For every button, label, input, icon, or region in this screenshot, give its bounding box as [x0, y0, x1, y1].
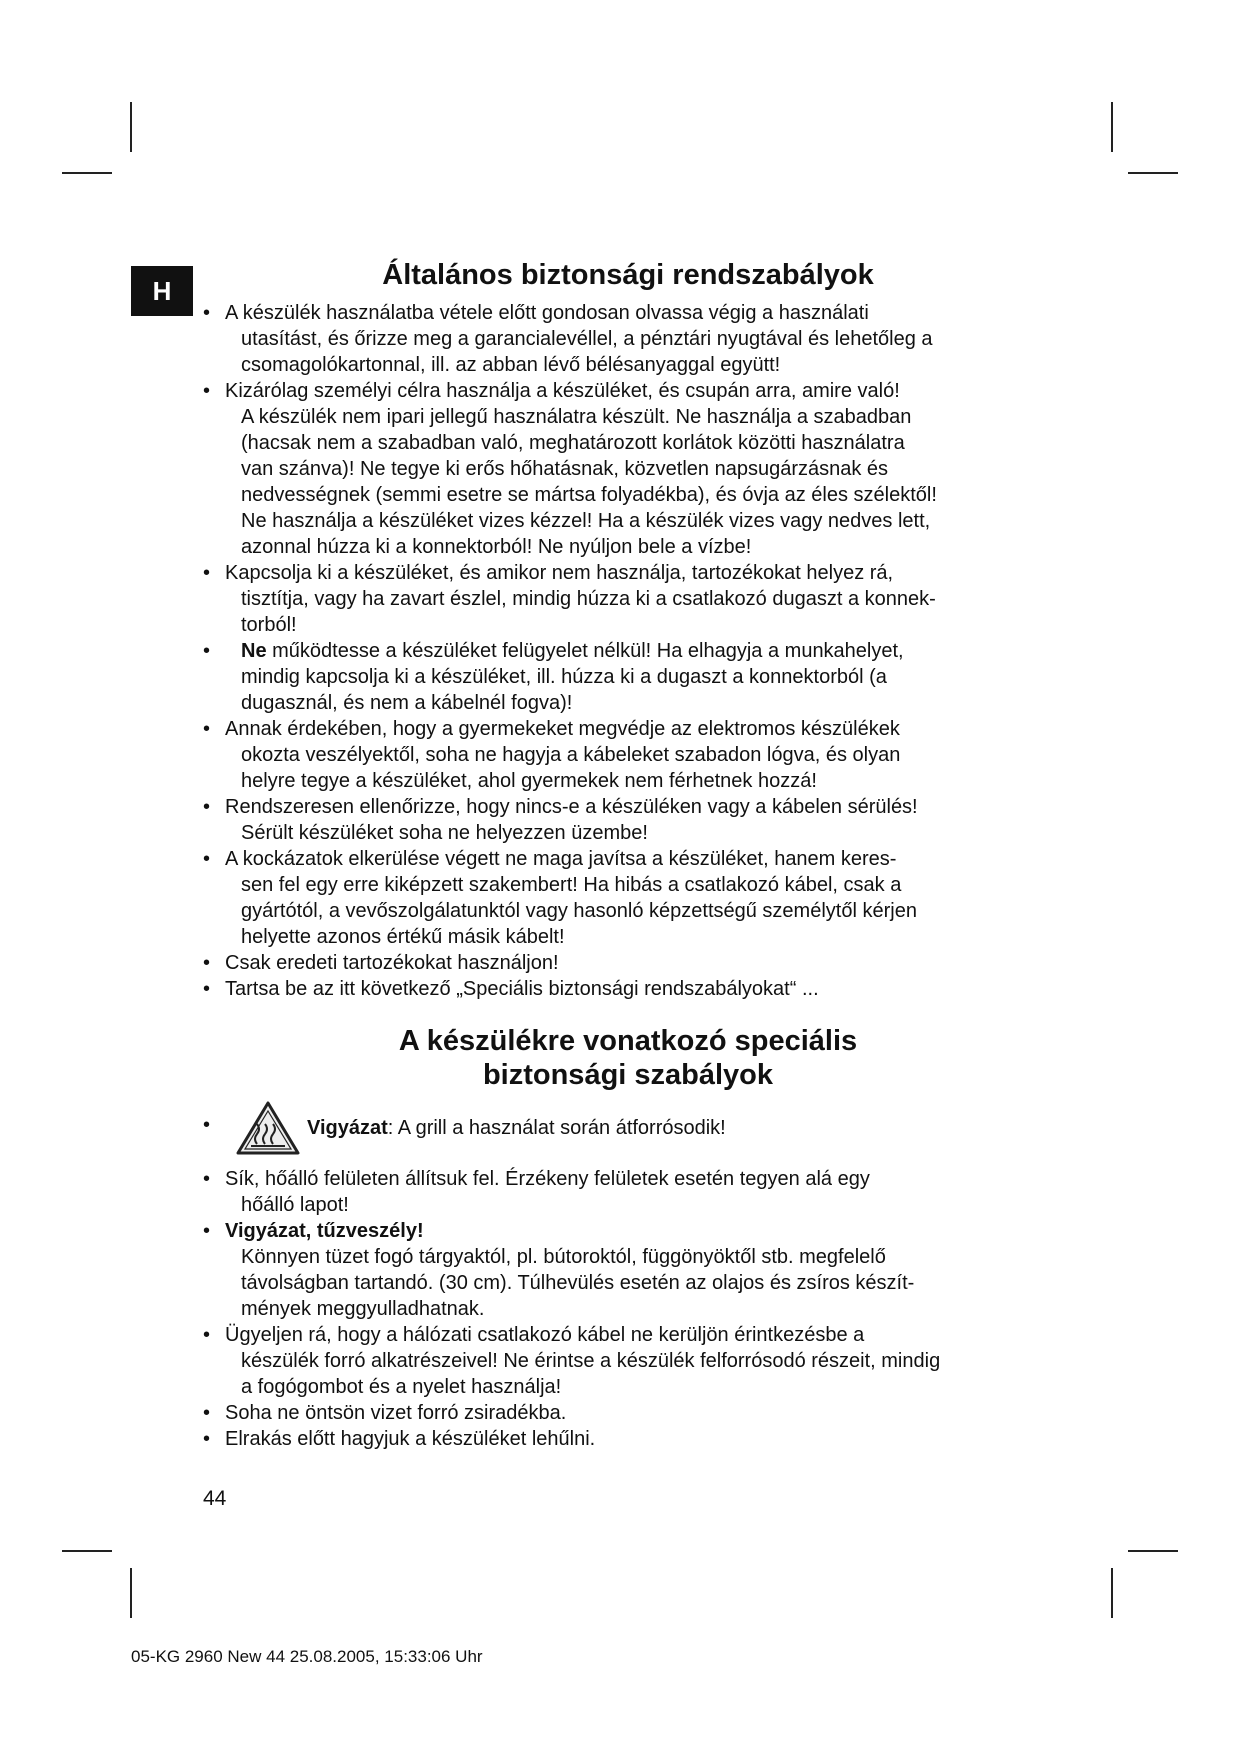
crop-mark-top-left-vertical	[130, 102, 132, 152]
crop-mark-bottom-right-vertical	[1111, 1568, 1113, 1618]
list-item-continuation: dugasznál, és nem a kábelnél fogva)!	[241, 692, 573, 714]
list-item-text: Kapcsolja ki a készüléket, és amikor nem használja, tartozékokat helyez rá,	[225, 562, 894, 584]
bullet: •	[203, 1114, 211, 1136]
list-item-continuation: azonnal húzza ki a konnektorból! Ne nyúljon bele a vízbe!	[241, 536, 752, 558]
list-item-first-line	[225, 1218, 1058, 1244]
list-item-first-line	[225, 1400, 1058, 1426]
list-item-continuation: hőálló lapot!	[241, 1194, 349, 1216]
list-item-text: Soha ne öntsön vizet forró zsiradékba.	[225, 1402, 567, 1424]
bullet: •	[203, 1324, 211, 1346]
list-item-bold: Vigyázat, tűzveszély!	[225, 1220, 424, 1242]
list-item-continuation: gyártótól, a vevőszolgálatunktól vagy hasonló képzettségű személytől kérjen	[241, 900, 917, 922]
list-item-continuation: torból!	[241, 614, 297, 636]
list-item-first-line	[225, 300, 1058, 326]
list-item-continuation: mények meggyulladhatnak.	[241, 1298, 485, 1320]
print-footer: 05-KG 2960 New 44 25.08.2005, 15:33:06 Uhr	[131, 1647, 483, 1666]
list-item-text: Csak eredeti tartozékokat használjon!	[225, 952, 559, 974]
section2-title	[198, 1024, 1058, 1092]
bullet: •	[203, 1168, 211, 1190]
hot-surface-warning	[198, 1100, 1058, 1156]
list-item-continuation: készülék forró alkatrészeivel! Ne érintse a készülék felforrósodó részeit, mindig	[241, 1350, 941, 1372]
list-item-continuation: (hacsak nem a szabadban való, meghatározott korlátok közötti használatra	[241, 432, 905, 454]
list-item-text: Tartsa be az itt következő „Speciális biztonsági rendszabályokat“ ...	[225, 978, 819, 1000]
list-item-continuation: csomagolókartonnal, ill. az abban lévő bélésanyaggal együtt!	[241, 354, 781, 376]
list-item-first-line	[225, 794, 1058, 820]
list-item	[198, 378, 1058, 560]
list-item	[198, 794, 1058, 846]
crop-mark-top-right-horizontal	[1128, 172, 1178, 174]
list-item-continuation: helyre tegye a készüléket, ahol gyermekek nem férhetnek hozzá!	[241, 770, 817, 792]
list-item-first-line	[225, 1166, 1058, 1192]
crop-mark-bottom-right-horizontal	[1128, 1550, 1178, 1552]
list-item-text: Rendszeresen ellenőrizze, hogy nincs-e a készüléken vagy a kábelen sérülés!	[225, 796, 918, 818]
list-item-text: A kockázatok elkerülése végett ne maga javítsa a készüléket, hanem keres-	[225, 848, 897, 870]
list-item-continuation: helyette azonos értékű másik kábelt!	[241, 926, 565, 948]
list-item	[198, 1426, 1058, 1452]
bullet: •	[203, 640, 211, 662]
bullet: •	[203, 1220, 211, 1242]
list-item-text: működtesse a készüléket felügyelet nélkül! Ha elhagyja a munkahelyet,	[266, 640, 904, 662]
crop-mark-top-left-horizontal	[62, 172, 112, 174]
list-item-continuation: tisztítja, vagy ha zavart észlel, mindig húzza ki a csatlakozó dugaszt a konnek-	[241, 588, 936, 610]
list-item-continuation: okozta veszélyektől, soha ne hagyja a kábeleket szabadon lógva, és olyan	[241, 744, 901, 766]
list-item-text: Annak érdekében, hogy a gyermekeket megvédje az elektromos készülékek	[225, 718, 900, 740]
special-safety-list	[198, 1166, 1058, 1452]
general-safety-list	[198, 300, 1058, 1002]
list-item-text: A készülék használatba vétele előtt gondosan olvassa végig a használati	[225, 302, 869, 324]
list-item-continuation: sen fel egy erre kiképzett szakembert! Ha hibás a csatlakozó kábel, csak a	[241, 874, 902, 896]
language-tab: H	[131, 266, 193, 316]
list-item-text: Sík, hőálló felületen állítsuk fel. Érzékeny felületek esetén tegyen alá egy	[225, 1168, 870, 1190]
list-item-continuation: a fogógombot és a nyelet használja!	[241, 1376, 562, 1398]
bullet: •	[203, 1402, 211, 1424]
list-item-first-line	[225, 1426, 1058, 1452]
bullet: •	[203, 302, 211, 324]
bullet: •	[203, 952, 211, 974]
list-item-text: Ügyeljen rá, hogy a hálózati csatlakozó kábel ne kerüljön érintkezésbe a	[225, 1324, 865, 1346]
warning-text	[307, 1115, 726, 1141]
list-item-continuation: mindig kapcsolja ki a készüléket, ill. húzza ki a dugaszt a konnektorból (a	[241, 666, 887, 688]
bullet: •	[203, 562, 211, 584]
list-item-first-line	[225, 950, 1058, 976]
list-item-first-line	[225, 638, 1058, 664]
list-item	[198, 716, 1058, 794]
bullet: •	[203, 718, 211, 740]
list-item-continuation: távolságban tartandó. (30 cm). Túlhevülés esetén az olajos és zsíros készít-	[241, 1272, 915, 1294]
list-item	[198, 1400, 1058, 1426]
list-item-continuation: A készülék nem ipari jellegű használatra készült. Ne használja a szabadban	[241, 406, 912, 428]
list-item-first-line	[225, 976, 1058, 1002]
list-item-first-line	[225, 560, 1058, 586]
section2-title-line1: A készülékre vonatkozó speciális	[398, 1025, 858, 1057]
list-item-first-line	[225, 716, 1058, 742]
list-item-first-line	[225, 378, 1058, 404]
bullet: •	[203, 1428, 211, 1450]
warning-bold: Vigyázat	[307, 1117, 388, 1139]
page-content	[198, 256, 1058, 1452]
list-item-continuation: utasítást, és őrizze meg a garancialevéllel, a pénztári nyugtával és lehetőleg a	[241, 328, 933, 350]
list-item	[198, 846, 1058, 950]
list-item-continuation: Sérült készüléket soha ne helyezzen üzembe!	[241, 822, 648, 844]
list-item	[198, 1322, 1058, 1400]
list-item-continuation: Könnyen tüzet fogó tárgyaktól, pl. bútoroktól, függönyöktől stb. megfelelő	[241, 1246, 886, 1268]
list-item-bold: Ne	[241, 640, 267, 662]
list-item-continuation: Ne használja a készüléket vizes kézzel! Ha a készülék vizes vagy nedves lett,	[241, 510, 931, 532]
list-item-text: Elrakás előtt hagyjuk a készüléket lehűlni.	[225, 1428, 596, 1450]
list-item-text: Kizárólag személyi célra használja a készüléket, és csupán arra, amire való!	[225, 380, 900, 402]
bullet: •	[203, 380, 211, 402]
crop-mark-bottom-left-horizontal	[62, 1550, 112, 1552]
list-item	[198, 638, 1058, 716]
hot-surface-warning-icon	[235, 1100, 301, 1156]
list-item	[198, 950, 1058, 976]
list-item-first-line	[225, 846, 1058, 872]
bullet: •	[203, 848, 211, 870]
list-item	[198, 976, 1058, 1002]
list-item-first-line	[225, 1322, 1058, 1348]
list-item	[198, 300, 1058, 378]
list-item	[198, 560, 1058, 638]
bullet: •	[203, 796, 211, 818]
page-number: 44	[203, 1487, 227, 1510]
list-item-continuation: nedvességnek (semmi esetre se mártsa folyadékba), és óvja az éles szélektől!	[241, 484, 937, 506]
crop-mark-bottom-left-vertical	[130, 1568, 132, 1618]
section2-title-line2: biztonsági szabályok	[482, 1059, 774, 1091]
bullet: •	[203, 978, 211, 1000]
section1-title: Általános biztonsági rendszabályok	[382, 259, 874, 291]
list-item	[198, 1218, 1058, 1322]
list-item	[198, 1166, 1058, 1218]
warning-rest: : A grill a használat során átforrósodik!	[387, 1117, 726, 1139]
list-item-continuation: van szánva)! Ne tegye ki erős hőhatásnak, közvetlen napsugárzásnak és	[241, 458, 889, 480]
crop-mark-top-right-vertical	[1111, 102, 1113, 152]
